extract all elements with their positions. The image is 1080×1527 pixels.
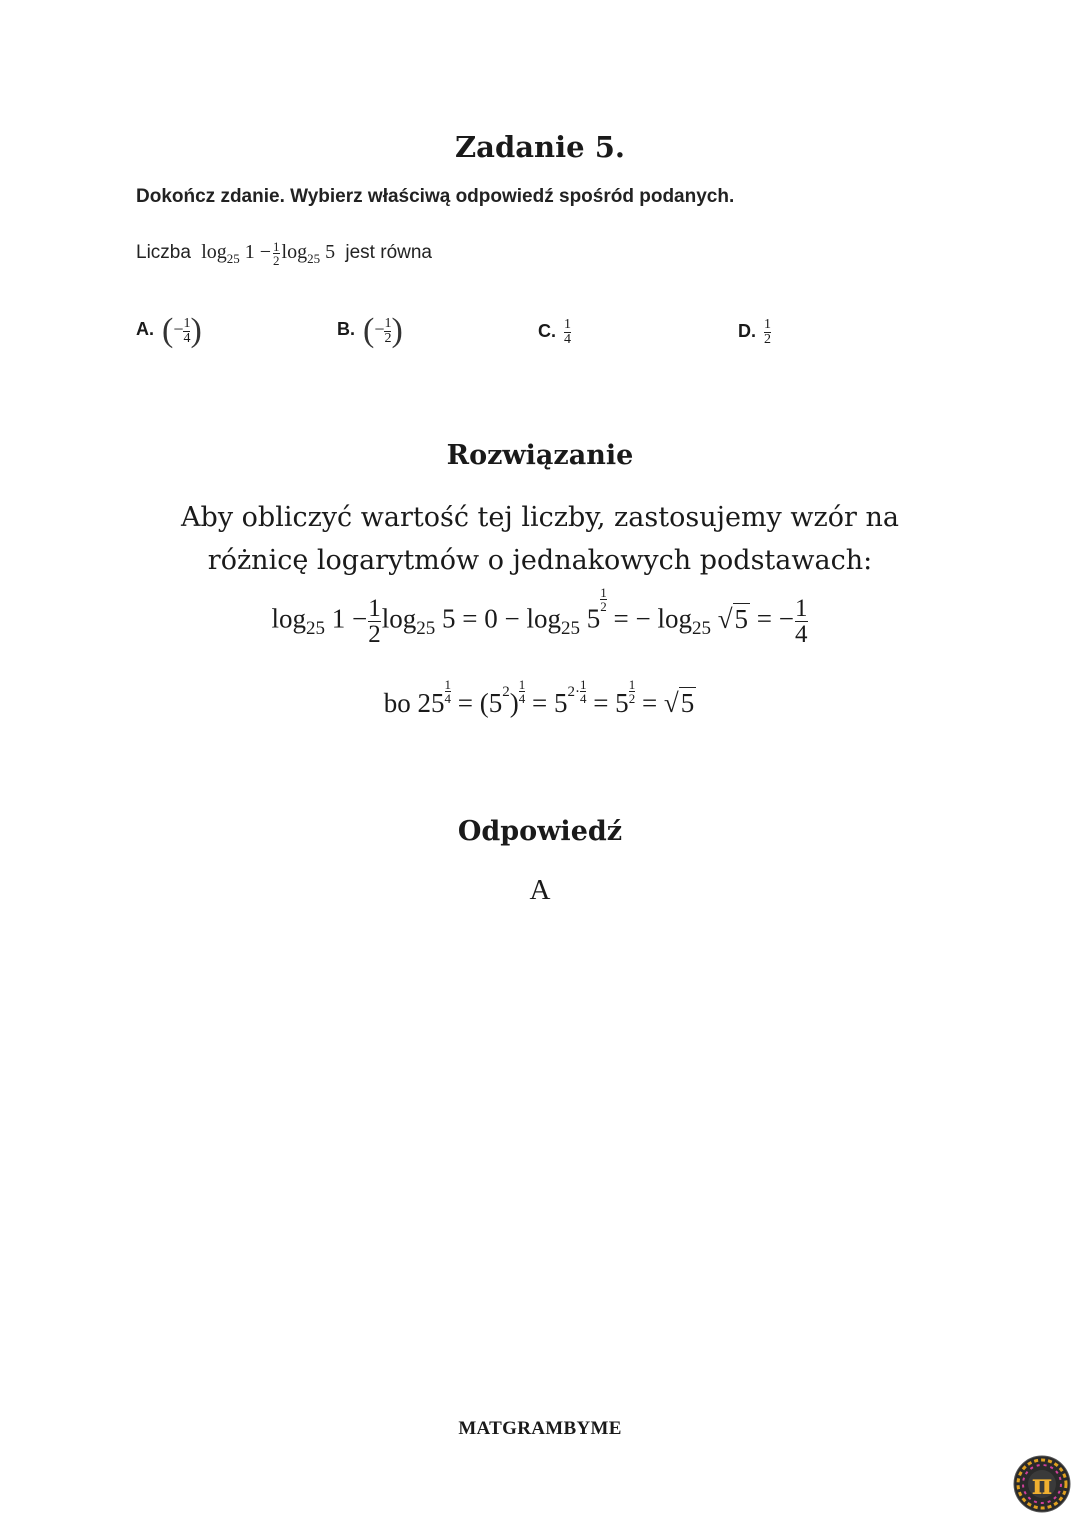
option-b-label: B.	[337, 319, 355, 340]
option-d[interactable]: D. $\frac{1}{2}$	[738, 317, 771, 347]
option-c-label: C.	[538, 320, 556, 341]
statement-expression: $\log_{25} 1$ − $\frac{1}{2}$ $\log_{25} 5$	[196, 239, 341, 268]
option-d-label: D.	[738, 320, 756, 341]
solution-title: Rozwiązanie	[446, 440, 634, 471]
option-a[interactable]: A. (− $\frac{1}{4}$ )	[136, 312, 202, 349]
option-a-label: A.	[136, 319, 154, 340]
solution-text: Aby obliczyć wartość tej liczby, zastosujemy wzór na różnicę logarytmów o jednakowych podstawach:	[181, 502, 899, 576]
option-b[interactable]: B. (− $\frac{1}{2}$ )	[337, 312, 403, 349]
pi-icon	[1012, 1454, 1072, 1514]
task-title: Zadanie 5.	[455, 130, 625, 164]
answer-title: Odpowiedź	[457, 816, 623, 847]
task-instruction: Dokończ zdanie. Wybierz właściwą odpowiedź spośród podanych.	[136, 186, 735, 207]
statement-suffix: jest równa	[345, 242, 432, 264]
answer-value: A	[529, 874, 551, 906]
bo-word: bo	[383, 688, 411, 718]
svg-text:π: π	[1031, 1468, 1053, 1501]
option-c[interactable]: C. $\frac{1}{4}$	[538, 317, 571, 347]
solution-equation-main: $\log_{25} 1$ − $\frac{1}{2}$ $\log_{25} 5 = 0 - \log_{25} 5$ $\frac{1}{2}$ = − $\log_{25} √5$ = − $\frac{1}{4}$	[271, 585, 808, 648]
solution-equation-justification: bo 25 $\frac{1}{4}$ = $(5^2)$ $\frac{1}{4}$ = $5^{2\cdot}$ $\frac{1}{4}$ = 5 $\frac{1}{2}$ = √5	[383, 677, 695, 718]
footer-author: MATGRAMBYME	[458, 1418, 622, 1439]
task-statement	[136, 240, 432, 267]
statement-prefix: Liczba	[136, 242, 191, 264]
